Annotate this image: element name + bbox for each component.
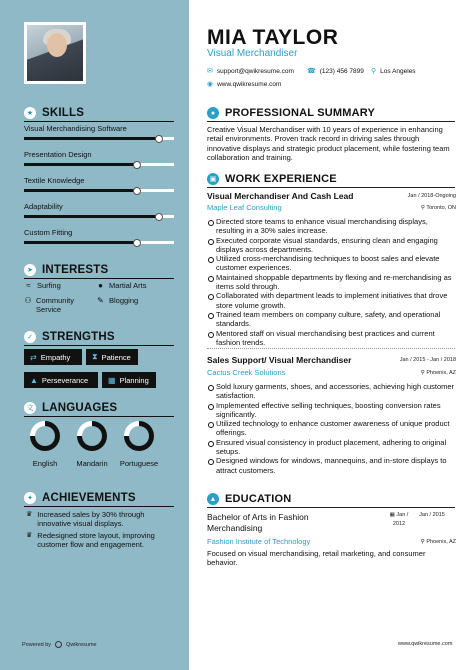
skill-item: [24, 150, 174, 166]
job-location: ⚲ Phoenix, AZ: [420, 370, 456, 376]
job-bullet: Mentored staff on visual merchandising best practices and current fashion trends.: [207, 329, 457, 348]
pin-icon: ⚲: [420, 539, 427, 545]
location-contact: ⚲ Los Angeles: [371, 67, 416, 75]
school-name: Fashion Institute of Technology: [207, 537, 311, 546]
summary-rule: [207, 121, 455, 122]
interests-heading: ➤ INTERESTS: [24, 264, 108, 276]
summary-text: Creative Visual Merchandiser with 10 years of experience in enhancing retail environments. Proven track record in driving sales through innovative displays and strategic product placement, while fostering team collaboration and training.: [207, 125, 450, 162]
skill-name: Textile Knowledge: [24, 176, 85, 185]
education-heading: ▲ EDUCATION: [207, 493, 291, 505]
language-name: Mandarin: [76, 459, 108, 468]
star-icon: ★: [24, 107, 36, 119]
phone-icon: ☎: [307, 68, 316, 75]
skill-level-knob: [155, 213, 163, 221]
job-bullets: [207, 382, 457, 475]
hourglass-icon: ⧗: [92, 352, 98, 361]
skill-name: Visual Merchandising Software: [24, 124, 127, 133]
skill-level-knob: [133, 239, 141, 247]
skill-level-bar: [24, 215, 174, 218]
road-icon: ▲: [30, 375, 38, 385]
language-level-ring: [30, 421, 60, 451]
languages-heading: 文 LANGUAGES: [24, 402, 117, 414]
group-icon: ⚇: [24, 296, 32, 305]
job-bullet: Executed corporate visual standards, ensuring clean and engaging displays across departments.: [207, 236, 457, 255]
powered-brand-link[interactable]: Qwikresume: [66, 641, 97, 648]
job-bullet: Collaborated with department leads to implement initiatives that drove store volume growth.: [207, 291, 457, 310]
experience-heading: ▣ WORK EXPERIENCE: [207, 173, 337, 185]
graduation-cap-icon: ▲: [207, 493, 219, 505]
experience-rule: [207, 187, 455, 188]
phone-contact[interactable]: ☎ (123) 456 7899: [307, 67, 364, 75]
calendar-icon: ▦: [108, 375, 116, 385]
skill-level-knob: [133, 161, 141, 169]
trophy-icon: ♛: [26, 511, 33, 518]
company-name: Cactus Creek Solutions: [207, 368, 286, 377]
skill-level-bar: [24, 241, 174, 244]
job-dates: Jan / 2018-Ongoing: [407, 193, 456, 199]
strengths-heading: ✓ STRENGTHS: [24, 331, 115, 343]
education-description: Focused on visual merchandising, retail marketing, and consumer behavior.: [207, 549, 426, 568]
achievement-item: ♛ Redesigned store layout, improving customer flow and engagement.: [26, 531, 155, 549]
interests-rule: [24, 278, 174, 279]
globe-icon: ◉: [207, 81, 214, 88]
skill-name: Adaptability: [24, 202, 63, 211]
job-bullets: [207, 217, 457, 347]
achievements-rule: [24, 506, 174, 507]
translate-icon: 文: [24, 402, 36, 414]
skills-rule: [24, 121, 174, 122]
trophy-icon: ♛: [26, 532, 33, 539]
interest-item: ✎ Blogging: [97, 296, 139, 305]
map-pin-icon: ⚲: [371, 68, 377, 75]
edu-location: ⚲ Phoenix, AZ: [420, 539, 456, 545]
skill-level-fill: [24, 215, 159, 218]
achievements-heading: ✦ ACHIEVEMENTS: [24, 492, 136, 504]
thumbs-up-icon: ✓: [24, 331, 36, 343]
powered-by: Powered by Qwikresume: [22, 641, 97, 648]
calendar-icon: ▦: [389, 512, 397, 518]
job-bullet: Ensured visual consistency in product placement, adhering to original setups.: [207, 438, 457, 457]
candidate-role: Visual Merchandiser: [207, 48, 298, 59]
achievement-item: ♛ Increased sales by 30% through innovative visual displays.: [26, 510, 145, 528]
strength-tag: ▲ Perseverance: [24, 372, 98, 388]
candidate-name: MIA TAYLOR: [207, 26, 339, 49]
wave-icon: ≈: [26, 281, 31, 290]
job-bullet: Trained team members on company culture, safety, and operational standards.: [207, 310, 457, 329]
user-martial-icon: ●: [98, 281, 103, 290]
handshake-icon: ⇄: [30, 352, 37, 362]
skill-item: [24, 176, 174, 192]
edu-start-date: ▦ Jan / 2012: [389, 512, 409, 527]
skill-level-fill: [24, 241, 137, 244]
job-bullet: Designed windows for windows, mannequins, and in-store displays to attract customers.: [207, 456, 457, 475]
languages-rule: [24, 416, 174, 417]
education-rule: [207, 507, 455, 508]
edu-end-date: Jan / 2015: [419, 512, 445, 518]
profile-photo: [24, 22, 86, 84]
language-name: English: [32, 459, 58, 468]
skill-item: [24, 202, 174, 218]
skill-name: Custom Fitting: [24, 228, 73, 237]
job-bullet: Utilized technology to enhance customer awareness of unique product offerings.: [207, 419, 457, 438]
skill-level-knob: [155, 135, 163, 143]
job-bullet: Directed store teams to enhance visual merchandising displays, resulting in a 30% sales increase.: [207, 217, 457, 236]
qwikresume-logo-icon: [55, 641, 62, 648]
language-name: Portuguese: [119, 459, 159, 468]
skill-level-bar: [24, 137, 174, 140]
pin-icon: ⚲: [420, 370, 427, 376]
skill-level-bar: [24, 163, 174, 166]
job-dates: Jan / 2015 - Jan / 2018: [399, 357, 456, 363]
skill-level-fill: [24, 189, 137, 192]
skill-item: [24, 124, 174, 140]
skill-item: [24, 228, 174, 244]
interest-item: ≈ Surfing: [24, 281, 61, 290]
degree-title: Bachelor of Arts in Fashion Merchandising: [207, 512, 309, 533]
website-contact[interactable]: ◉ www.qwikresume.com: [207, 80, 282, 88]
interest-item: ⚇ Community Service: [24, 296, 74, 314]
job-bullet: Maintained shoppable departments by flexing and re-merchandising as items sold through.: [207, 273, 457, 292]
footer-website[interactable]: www.qwikresume.com: [398, 641, 453, 647]
language-level-ring: [77, 421, 107, 451]
company-name: Maple Leaf Consulting: [207, 203, 282, 212]
job-bullet: Sold luxury garments, shoes, and accessories, achieving high customer satisfaction.: [207, 382, 457, 401]
pen-icon: ✎: [97, 296, 104, 305]
language-level-ring: [124, 421, 154, 451]
job-bullet: Utilized cross-merchandising techniques to boost sales and elevate customer experiences.: [207, 254, 457, 273]
skills-heading: ★ SKILLS: [24, 107, 84, 119]
user-icon: ●: [207, 107, 219, 119]
badge-icon: ✦: [24, 492, 36, 504]
briefcase-icon: ▣: [207, 173, 219, 185]
email-contact[interactable]: ✉ support@qwikresume.com: [207, 67, 294, 75]
strength-tag: ▦ Planning: [102, 372, 156, 388]
job-title: Sales Support/ Visual Merchandiser: [207, 355, 352, 365]
interest-item: ● Martial Arts: [96, 281, 147, 290]
job-divider: [207, 348, 455, 349]
skill-level-fill: [24, 163, 137, 166]
sidebar: [0, 0, 189, 670]
skill-level-knob: [133, 187, 141, 195]
send-icon: ➤: [24, 264, 36, 276]
job-title: Visual Merchandiser And Cash Lead: [207, 191, 354, 201]
skill-level-bar: [24, 189, 174, 192]
strength-tag: ⇄ Empathy: [24, 349, 82, 365]
job-bullet: Implemented effective selling techniques, boosting conversion rates significantly.: [207, 401, 457, 420]
job-location: ⚲ Toronto, ON: [420, 205, 456, 211]
skill-name: Presentation Design: [24, 150, 92, 159]
skill-level-fill: [24, 137, 159, 140]
pin-icon: ⚲: [420, 205, 427, 211]
strength-tag: ⧗ Patience: [86, 349, 138, 365]
strengths-rule: [24, 345, 174, 346]
envelope-icon: ✉: [207, 68, 213, 75]
summary-heading: ● PROFESSIONAL SUMMARY: [207, 107, 375, 119]
